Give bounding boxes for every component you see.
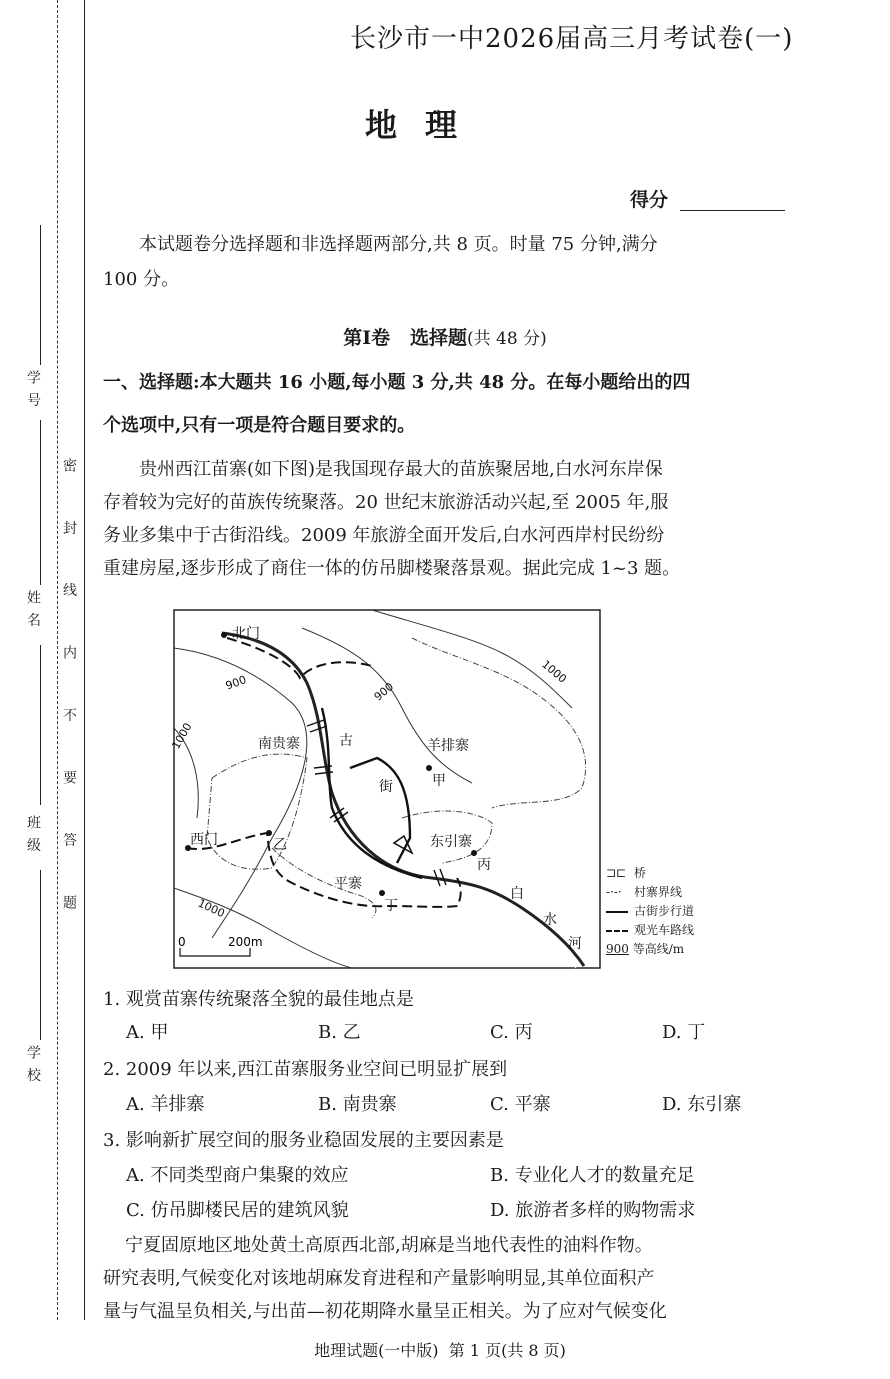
label-bing: 丙	[477, 857, 491, 873]
point-jia	[426, 765, 432, 771]
name-line-top	[40, 420, 41, 585]
label-pingzhai: 平寨	[334, 876, 362, 892]
section-subtitle: 选择题	[410, 327, 468, 349]
label-ding: 丁	[384, 898, 398, 914]
class-line	[40, 645, 41, 805]
label-jia: 甲	[432, 773, 446, 789]
boundary-nangui	[207, 754, 307, 869]
q3-option-b: B. 专业化人才的数量充足	[490, 1165, 695, 1186]
passage1-line-3: 务业多集中于古街沿线。2009 年旅游全面开发后,白水河西岸村民纷纷	[103, 525, 665, 546]
point-yi	[266, 830, 272, 836]
north-gate-point	[221, 632, 227, 638]
page-footer: 地理试题(一中版) 第 1 页(共 8 页)	[314, 1341, 566, 1360]
school-label: 学 校	[25, 1045, 41, 1084]
contour-1000-northeast	[372, 610, 572, 708]
q1-stem: 1. 观赏苗寨传统聚落全貌的最佳地点是	[103, 989, 414, 1010]
bus-route-south	[187, 833, 461, 907]
passage2-line-1: 宁夏固原地区地处黄土高原西北部,胡麻是当地代表性的油料作物。	[125, 1235, 653, 1256]
score-blank	[680, 210, 785, 211]
scale-200m: 200m	[228, 935, 263, 949]
section-volume: 第Ⅰ卷	[343, 327, 391, 349]
q2-option-c: C. 平寨	[490, 1094, 551, 1115]
passage2-line-3: 量与气温呈负相关,与出苗—初花期降水量呈正相关。为了应对气候变化	[103, 1301, 667, 1322]
score-label: 得分	[630, 189, 669, 211]
contour-900-west	[174, 648, 307, 938]
q3-stem: 3. 影响新扩展空间的服务业稳固发展的主要因素是	[103, 1130, 504, 1151]
passage1-line-1: 贵州西江苗寨(如下图)是我国现存最大的苗族聚居地,白水河东岸保	[139, 459, 663, 480]
passage1-line-2: 存着较为完好的苗族传统聚落。20 世纪末旅游活动兴起,至 2005 年,服	[103, 492, 669, 513]
seal-notice: 密 封 线 内 不 要 答 题	[61, 458, 77, 932]
school-line	[40, 870, 41, 1040]
q2-option-a: A. 羊排寨	[126, 1094, 205, 1115]
q3-option-a: A. 不同类型商户集聚的效应	[126, 1165, 349, 1186]
label-he: 河	[568, 936, 582, 952]
legend-bus-route: 观光车路线	[606, 921, 786, 940]
q3-option-d: D. 旅游者多样的购物需求	[490, 1200, 696, 1221]
scale-zero: 0	[178, 935, 186, 949]
class-label: 班 级	[25, 815, 41, 854]
sidebar-dashed-line	[57, 0, 58, 1320]
intro-line-1: 本试题卷分选择题和非选择题两部分,共 8 页。时量 75 分钟,满分	[139, 234, 658, 255]
q2-option-d: D. 东引寨	[662, 1094, 742, 1115]
part-instruction-2: 个选项中,只有一项是符合题目要求的。	[103, 415, 416, 436]
legend-boundary: -·-· 村寨界线	[606, 885, 683, 899]
label-yi: 乙	[273, 837, 287, 853]
q2-option-b: B. 南贵寨	[318, 1094, 397, 1115]
exam-title: 长沙市一中2026届高三月考试卷(一)	[350, 24, 794, 54]
point-bing	[471, 850, 477, 856]
section-title	[0, 323, 890, 350]
q1-option-c: C. 丙	[490, 1022, 533, 1043]
river-inner	[227, 639, 576, 968]
intro-line-2: 100 分。	[103, 269, 180, 290]
part-instruction-1: 一、选择题:本大题共 16 小题,每小题 3 分,共 48 分。在每小题给出的四	[103, 372, 691, 393]
label-gu: 古	[339, 733, 353, 749]
label-shui: 水	[543, 912, 557, 928]
q3-option-c: C. 仿吊脚楼民居的建筑风貌	[126, 1200, 349, 1221]
label-dongyin: 东引寨	[430, 834, 472, 850]
legend-contour: 900 等高线/m	[606, 942, 685, 956]
name-label: 姓 名	[25, 590, 41, 629]
legend-bridge: ⊐⊏ 桥	[606, 866, 647, 880]
legend-walkway: 古街步行道	[606, 902, 786, 921]
label-nangui: 南贵寨	[258, 736, 300, 752]
point-ding	[379, 890, 385, 896]
contour-label-1000-west: 1000	[169, 720, 195, 752]
xijiang-miao-village-map	[169, 608, 602, 970]
passage1-line-4: 重建房屋,逐步形成了商住一体的仿吊脚楼聚落景观。据此完成 1~3 题。	[103, 558, 681, 579]
baishui-river	[222, 633, 584, 966]
q2-stem: 2. 2009 年以来,西江苗寨服务业空间已明显扩展到	[103, 1059, 508, 1080]
q1-option-b: B. 乙	[318, 1022, 361, 1043]
contour-label-900-west: 900	[223, 673, 249, 693]
section-points: (共 48 分)	[467, 329, 547, 349]
contour-label-1000-sw: 1000	[195, 896, 227, 921]
q1-option-a: A. 甲	[126, 1022, 169, 1043]
contour-label-900-east: 900	[371, 680, 397, 704]
label-bai: 白	[510, 886, 524, 902]
q1-option-d: D. 丁	[662, 1022, 706, 1043]
student-id-label: 学 号	[25, 370, 41, 409]
map-legend	[606, 864, 786, 959]
label-yangpai: 羊排寨	[427, 738, 469, 754]
contour-label-1000-ne: 1000	[539, 657, 570, 686]
label-north-gate: 北门	[232, 626, 260, 642]
label-jie: 街	[379, 779, 393, 795]
subject-title: 地理	[364, 106, 485, 144]
scale-bar	[180, 948, 250, 956]
sidebar-solid-line	[84, 0, 85, 1320]
passage2-line-2: 研究表明,气候变化对该地胡麻发育进程和产量影响明显,其单位面积产	[103, 1268, 655, 1289]
label-west-gate: 西门	[190, 832, 218, 848]
